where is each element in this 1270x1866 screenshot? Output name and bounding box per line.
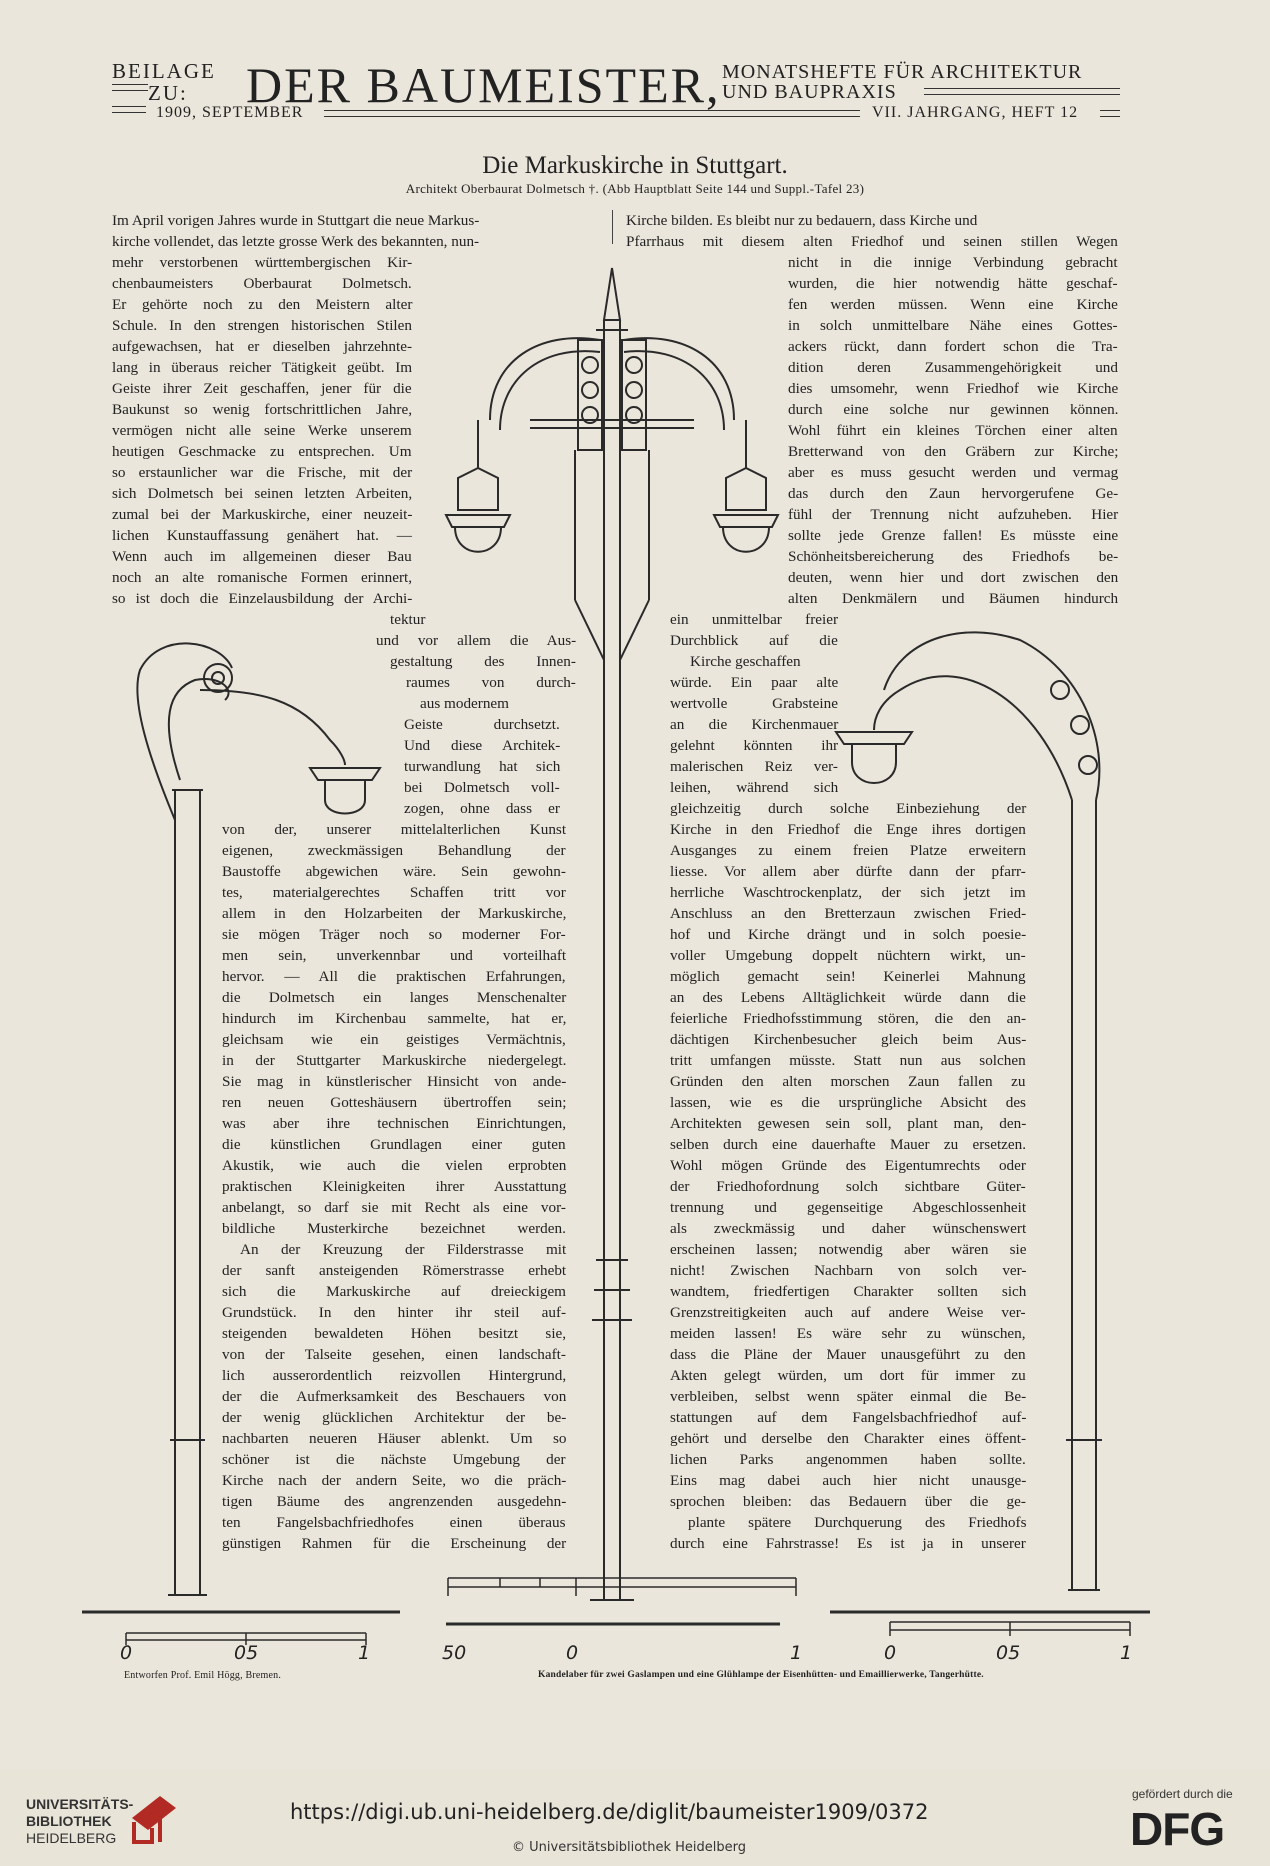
text-line: würde. Ein paar alte — [670, 674, 839, 691]
text-line: aufgewachsen, hat er dieselben jahrzehnte- — [112, 338, 413, 355]
text-line: gleichsam wie ein geistiges Vermächtnis, — [222, 1031, 566, 1048]
text-line: Wohl mögen Gründe des Eigentumrechts oder — [670, 1157, 1026, 1174]
text-line: Kirche geschaffen — [690, 653, 801, 670]
text-line: sich die Markuskirche auf dreieckigem — [222, 1283, 567, 1300]
dfg-logo: DFG — [1130, 1803, 1225, 1855]
text-line: möglich gemacht sein! Keinerlei Mahnung — [670, 968, 1026, 985]
text-line: das durch den Zaun hervorgerufene Ge- — [788, 485, 1119, 502]
text-line: men sein, unverkennbar und vorteilhaft — [222, 947, 567, 964]
text-line: der die Aufmerksamkeit des Beschauers von — [222, 1388, 567, 1405]
text-line: Schule. In den strengen historischen Stilen — [112, 317, 412, 334]
text-line: meiden lassen! Es wäre sehr zu wünschen, — [670, 1325, 1026, 1342]
text-line: Sie mag in künstlerischer Hinsicht von ande- — [222, 1073, 567, 1090]
text-line: ein unmittelbar freier — [670, 611, 839, 628]
text-line: Pfarrhaus mit diesem alten Friedhof und seinen stillen Wegen — [626, 233, 1118, 250]
text-line: Gründen den alten morschen Zaun fallen zu — [670, 1073, 1026, 1090]
text-line: so ist doch die Einzelausbildung der Archi- — [112, 590, 413, 607]
text-line: fen werden müssen. Wenn eine Kirche — [788, 296, 1118, 313]
text-line: lichen Parks angenommen haben sollte. — [670, 1451, 1026, 1468]
text-line: von der, unserer mittelalterlichen Kunst — [222, 821, 567, 838]
masthead-zu: ZU: — [148, 81, 188, 105]
text-line: praktischen Kleinigkeiten ihrer Ausstattung — [222, 1178, 567, 1195]
text-line: und vor allem die Aus- — [376, 632, 577, 649]
text-line: alten Denkmälern und Bäumen hindurch — [788, 590, 1119, 607]
text-line: als zweckmässig und daher wünschenswert — [670, 1220, 1027, 1237]
scale-label: 1 — [358, 1642, 371, 1664]
text-line: hof und Kirche drängt und in solch poesie- — [670, 926, 1027, 943]
text-line: gestaltung des Innen- — [390, 653, 576, 670]
text-line: der Friedhofordnung solch sichtbare Güter- — [670, 1178, 1026, 1195]
text-line: nicht in die innige Verbindung gebracht — [788, 254, 1118, 271]
text-line: der wenig glücklichen Architektur der be- — [222, 1409, 567, 1426]
text-line: raumes von durch- — [406, 674, 576, 691]
text-line: fühl der Trennung nicht aufzuheben. Hier — [788, 506, 1119, 523]
text-line: lassen, wie es die ursprüngliche Absicht des — [670, 1094, 1026, 1111]
text-line: vermögen nicht alle seine Werke unserem — [112, 422, 412, 439]
text-line: Anschluss an den Bretterzaun zwischen Fried- — [670, 905, 1027, 922]
text-line: Im April vorigen Jahres wurde in Stuttgart die neue Markus- — [112, 212, 480, 229]
text-line: feierliche Friedhofsstimmung stören, die den an- — [670, 1010, 1027, 1027]
text-line: erscheinen lassen; notwendig aber wären sie — [670, 1241, 1027, 1258]
text-line: Und diese Architek- — [404, 737, 561, 754]
text-line: verbleiben, selbst wenn später einmal die Be- — [670, 1388, 1027, 1405]
text-line: steigenden bewaldeten Höhen besitzt sie, — [222, 1325, 567, 1342]
text-line: was aber ihre technischen Einrichtungen, — [222, 1115, 567, 1132]
text-line: An der Kreuzung der Filderstrasse mit — [240, 1241, 567, 1258]
text-line: tes, materialgerechtes Schaffen tritt vor — [222, 884, 566, 901]
text-line: ren neuen Gotteshäusern übertroffen sein; — [222, 1094, 567, 1111]
text-line: Durchblick auf die — [670, 632, 838, 649]
text-line: von der Talseite gesehen, einen landschaft- — [222, 1346, 566, 1363]
masthead-baupraxis: UND BAUPRAXIS — [722, 81, 897, 103]
text-line: wertvolle Grabsteine — [670, 695, 838, 712]
text-line: gleichzeitig durch solche Einbeziehung der — [670, 800, 1027, 817]
masthead-jahrgang: VII. JAHRGANG, HEFT 12 — [872, 104, 1079, 121]
text-line: durch eine solche nur gewinnen können. — [788, 401, 1119, 418]
text-line: durch eine Fahrstrasse! Es ist ja in unserer — [670, 1535, 1026, 1552]
text-line: in der Stuttgarter Markuskirche niedergelegt. — [222, 1052, 567, 1069]
text-line: turwandlung hat sich — [404, 758, 561, 775]
text-line: Kirche bilden. Es bleibt nur zu bedauern, dass Kirche und — [626, 212, 978, 229]
text-line: Kirche nach der andern Seite, wo die präch- — [222, 1472, 567, 1489]
text-line: aber es muss gesucht werden und vermag — [788, 464, 1119, 481]
university-name-line1: UNIVERSITÄTS- — [26, 1796, 134, 1812]
text-line: günstigen Rahmen für die Erscheinung der — [222, 1535, 567, 1552]
text-line: der sanft ansteigenden Römerstrasse erhebt — [222, 1262, 567, 1279]
university-name-line3: HEIDELBERG — [26, 1830, 117, 1846]
text-line: wurden, die hier notwendig hätte geschaf- — [788, 275, 1118, 292]
text-line: Architekten gewesen sein soll, plant man, den- — [670, 1115, 1027, 1132]
text-line: hervor. — All die praktischen Erfahrungen, — [222, 968, 566, 985]
article-subtitle: Architekt Oberbaurat Dolmetsch †. (Abb Hauptblatt Seite 144 und Suppl.-Tafel 23) — [405, 181, 865, 196]
text-line: Wenn auch im allgemeinen dieser Bau — [112, 548, 412, 565]
text-line: wandtem, friedfertigen Charakter sollten sich — [670, 1283, 1027, 1300]
text-line: chenbaumeisters Oberbaurat Dolmetsch. — [112, 275, 412, 292]
article-title: Die Markuskirche in Stuttgart. — [482, 152, 788, 179]
text-line: zogen, ohne dass er — [404, 800, 560, 817]
text-line: Grundstück. In den hinter ihr steil auf- — [222, 1304, 567, 1321]
scale-bar-right — [890, 1622, 1130, 1636]
caption-description: Kandelaber für zwei Gaslampen und eine Glühlampe der Eisenhütten- und Emaillierwerke, Tangerhütte. — [538, 1670, 984, 1680]
text-line: in solch unmittelbare Nähe eines Gottes- — [788, 317, 1118, 334]
center-candelabra — [446, 268, 778, 1600]
text-line: noch an alte romanische Formen erinnert, — [112, 569, 413, 586]
scale-bar-center — [448, 1578, 796, 1596]
text-line: die Dolmetsch ein langes Menschenalter — [222, 989, 567, 1006]
text-line: aus modernem — [420, 695, 509, 712]
text-line: nicht! Zwischen Nachbarn von solch ver- — [670, 1262, 1027, 1279]
scale-label: 1 — [1120, 1642, 1133, 1664]
text-line: Geiste durchsetzt. — [404, 716, 560, 733]
text-line: malerischen Reiz ver- — [670, 758, 838, 775]
text-line: selben durch eine dauerhafte Mauer zu ersetzen. — [670, 1136, 1027, 1153]
text-line: Grenzstreitigkeiten auch auf andere Weise ver- — [670, 1304, 1026, 1321]
text-line: gehört und derselbe den Charakter eines öffent- — [670, 1430, 1027, 1447]
text-line: tektur — [390, 611, 426, 628]
text-line: dass die Pläne der Mauer unausgeführt zu den — [670, 1346, 1026, 1363]
text-line: lang in überaus reicher Tätigkeit geübt. Im — [112, 359, 413, 376]
text-line: sprochen bleiben: das Bedauern über die ge- — [670, 1493, 1026, 1510]
text-line: sich Dolmetsch bei seinen letzten Arbeiten, — [112, 485, 413, 502]
text-line: Eins mag dabei auch hier nicht unausge- — [670, 1472, 1027, 1489]
scale-label: 50 — [442, 1642, 467, 1664]
scale-label: 05 — [996, 1642, 1021, 1664]
caption-designer: Entworfen Prof. Emil Högg, Bremen. — [124, 1670, 282, 1681]
text-line: ackers rückt, dann fordert schon die Tra- — [788, 338, 1118, 355]
scale-label: 0 — [566, 1642, 579, 1664]
text-line: sie mögen Träger noch so moderner For- — [222, 926, 566, 943]
text-line: sollte jede Grenze fallen! Es müsste eine — [788, 527, 1119, 544]
text-line: kirche vollendet, das letzte grosse Werk des bekannten, nun- — [112, 233, 480, 250]
text-line: zumal bei der Markuskirche, einer neuzeit- — [112, 506, 413, 523]
text-line: anbelangt, so darf sie mit Recht als eine vor- — [222, 1199, 566, 1216]
text-line: Akten gelegt würden, um dort für immer zu — [670, 1367, 1026, 1384]
text-line: die künstlichen Grundlagen einer guten — [222, 1136, 566, 1153]
text-line: heutigen Geschmacke zu entsprechen. Um — [112, 443, 412, 460]
scale-label: 0 — [884, 1642, 897, 1664]
text-line: herrliche Waschtrockenplatz, der sich jetzt im — [670, 884, 1026, 901]
university-name-line2: BIBLIOTHEK — [26, 1813, 112, 1829]
text-line: Geiste ihrer Zeit geschaffen, jener für die — [112, 380, 412, 397]
text-line: gelehnt könnten ihr — [670, 737, 839, 754]
text-line: Wohl führt ein kleines Törchen einer alten — [788, 422, 1118, 439]
text-line: nachbarten neueren Häuser ablenkt. Um so — [222, 1430, 567, 1447]
text-line: Baustoffe abgewichen wäre. Sein gewohn- — [222, 863, 566, 880]
text-line: bildliche Musterkirche bezeichnet werden. — [222, 1220, 566, 1237]
library-logo-icon — [126, 1790, 182, 1846]
text-line: lichen Kunstauffassung genähert hat. — — [112, 527, 412, 544]
text-line: ten Fangelsbachfriedhofes einen überaus — [222, 1514, 566, 1531]
masthead-title: DER BAUMEISTER, — [246, 57, 721, 113]
text-line: Baukunst so wenig fortschrittlichen Jahre, — [112, 401, 413, 418]
text-line: so erstaunlicher war die Frische, mit der — [112, 464, 413, 481]
copyright-notice: © Universitätsbibliothek Heidelberg — [512, 1840, 747, 1855]
text-line: schöner ist die nächste Umgebung der — [222, 1451, 566, 1468]
masthead-date: 1909, SEPTEMBER — [156, 104, 304, 121]
text-line: allem in den Holzarbeiten der Markuskirche, — [222, 905, 567, 922]
text-line: Bretterwand von den Gräbern zur Kirche; — [788, 443, 1119, 460]
text-line: mehr verstorbenen württembergischen Kir- — [112, 254, 413, 271]
text-line: tigen Bäume des angrenzenden ausgedehn- — [222, 1493, 567, 1510]
scale-label: 05 — [234, 1642, 259, 1664]
masthead-beilage: BEILAGE — [112, 59, 216, 83]
text-line: dition deren Zusammengehörigkeit und — [788, 359, 1118, 376]
text-line: dächtigen Kirchenbesucher gleich beim Aus- — [670, 1031, 1027, 1048]
text-line: Ausganges zu einem freien Platze erweitern — [670, 842, 1026, 859]
text-line: Kirche in den Friedhof die Enge ihres dortigen — [670, 821, 1026, 838]
text-line: leihen, während sich — [670, 779, 839, 796]
text-line: trennung und gegenseitige Abgeschlossenheit — [670, 1199, 1027, 1216]
text-line: stattungen auf dem Fangelsbachfriedhof auf- — [670, 1409, 1027, 1426]
left-lamp-post — [137, 643, 380, 1595]
text-line: hindurch im Kirchenbau sammelte, hat er, — [222, 1010, 567, 1027]
text-line: dies umsomehr, wenn Friedhof wie Kirche — [788, 380, 1119, 397]
text-line: an des Lebens Alltäglichkeit würde dann die — [670, 989, 1026, 1006]
text-line: plante spätere Durchquerung des Friedhofs — [688, 1514, 1027, 1531]
funding-label: gefördert durch die — [1132, 1787, 1233, 1801]
scale-label: 1 — [790, 1642, 803, 1664]
text-line: eigenen, zweckmässigen Behandlung der — [222, 842, 566, 859]
right-lamp-post — [836, 632, 1102, 1590]
text-line: liesse. Vor allem aber dürfte dann der pfarr- — [670, 863, 1026, 880]
text-line: voller Umgebung doppelt nüchtern wirkt, un- — [670, 947, 1026, 964]
text-line: bei Dolmetsch voll- — [404, 779, 560, 796]
text-line: deuten, wenn hier und dort zwischen den — [788, 569, 1119, 586]
text-line: lich ausserordentlich reizvollen Hintergrund, — [222, 1367, 567, 1384]
scale-label: 0 — [120, 1642, 133, 1664]
permalink-url[interactable]: https://digi.ub.uni-heidelberg.de/diglit/baumeister1909/0372 — [290, 1800, 929, 1824]
text-line: tritt umfangen müsste. Statt nun aus solchen — [670, 1052, 1026, 1069]
text-line: an die Kirchenmauer — [670, 716, 839, 733]
text-line: Schönheitsbereicherung des Friedhofs be- — [788, 548, 1119, 565]
text-line: Akustik, wie auch die vielen erprobten — [222, 1157, 567, 1174]
masthead-monatshefte: MONATSHEFTE FÜR ARCHITEKTUR — [722, 61, 1083, 83]
text-line: Er gehörte noch zu den Meistern alter — [112, 296, 413, 313]
